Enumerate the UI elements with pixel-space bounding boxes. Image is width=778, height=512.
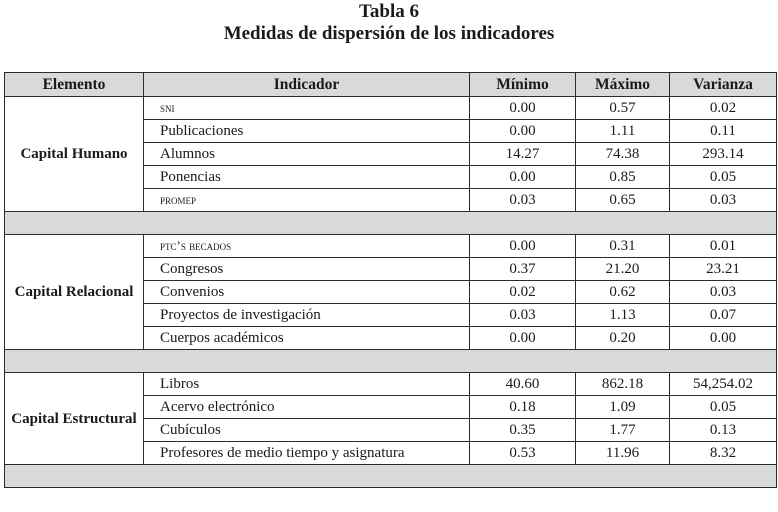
- min-cell: 0.00: [470, 120, 576, 143]
- var-cell: 23.21: [670, 258, 777, 281]
- max-cell: 0.62: [576, 281, 670, 304]
- var-cell: 8.32: [670, 442, 777, 465]
- min-cell: 0.00: [470, 166, 576, 189]
- indicator-cell: Cubículos: [144, 419, 470, 442]
- table-row: [5, 235, 777, 258]
- group-element-relacional: Capital Relacional: [5, 235, 144, 350]
- table-row: [5, 373, 777, 396]
- min-cell: 0.18: [470, 396, 576, 419]
- max-cell: 862.18: [576, 373, 670, 396]
- indicator-cell: Convenios: [144, 281, 470, 304]
- indicator-cell: promep: [144, 189, 470, 212]
- var-cell: 0.03: [670, 189, 777, 212]
- var-cell: 0.01: [670, 235, 777, 258]
- indicator-cell: Acervo electrónico: [144, 396, 470, 419]
- table-title: Medidas de dispersión de los indicadores: [223, 23, 555, 44]
- indicator-cell: Profesores de medio tiempo y asignatura: [144, 442, 470, 465]
- min-cell: 14.27: [470, 143, 576, 166]
- var-cell: 0.05: [670, 166, 777, 189]
- separator-cell: [5, 350, 777, 373]
- header-indicador: Indicador: [144, 73, 470, 97]
- max-cell: 0.85: [576, 166, 670, 189]
- max-cell: 0.31: [576, 235, 670, 258]
- min-cell: 0.03: [470, 189, 576, 212]
- min-cell: 0.00: [470, 327, 576, 350]
- indicator-cell: Cuerpos académicos: [144, 327, 470, 350]
- indicator-cell: Publicaciones: [144, 120, 470, 143]
- var-cell: 293.14: [670, 143, 777, 166]
- max-cell: 21.20: [576, 258, 670, 281]
- group-element-estructural: Capital Estructural: [5, 373, 144, 465]
- max-cell: 1.77: [576, 419, 670, 442]
- header-maximo: Máximo: [576, 73, 670, 97]
- min-cell: 0.00: [470, 235, 576, 258]
- header-minimo: Mínimo: [470, 73, 576, 97]
- max-cell: 0.57: [576, 97, 670, 120]
- separator-cell: [5, 212, 777, 235]
- var-cell: 0.11: [670, 120, 777, 143]
- indicator-cell: sni: [144, 97, 470, 120]
- indicator-cell: Congresos: [144, 258, 470, 281]
- min-cell: 0.35: [470, 419, 576, 442]
- max-cell: 11.96: [576, 442, 670, 465]
- min-cell: 0.37: [470, 258, 576, 281]
- header-row: [5, 73, 777, 97]
- min-cell: 0.03: [470, 304, 576, 327]
- separator-row: [5, 212, 777, 235]
- var-cell: 0.00: [670, 327, 777, 350]
- header-elemento: Elemento: [5, 73, 144, 97]
- min-cell: 0.53: [470, 442, 576, 465]
- min-cell: 0.00: [470, 97, 576, 120]
- max-cell: 0.20: [576, 327, 670, 350]
- var-cell: 0.13: [670, 419, 777, 442]
- max-cell: 1.09: [576, 396, 670, 419]
- group-element-humano: Capital Humano: [5, 97, 144, 212]
- var-cell: 54,254.02: [670, 373, 777, 396]
- min-cell: 0.02: [470, 281, 576, 304]
- min-cell: 40.60: [470, 373, 576, 396]
- max-cell: 1.11: [576, 120, 670, 143]
- max-cell: 1.13: [576, 304, 670, 327]
- indicator-cell: Alumnos: [144, 143, 470, 166]
- table-caption: Tabla 6: [358, 1, 420, 22]
- var-cell: 0.03: [670, 281, 777, 304]
- var-cell: 0.05: [670, 396, 777, 419]
- table-row: [5, 97, 777, 120]
- separator-row: [5, 350, 777, 373]
- indicator-cell: ptc’s becados: [144, 235, 470, 258]
- var-cell: 0.02: [670, 97, 777, 120]
- max-cell: 74.38: [576, 143, 670, 166]
- indicator-cell: Proyectos de investigación: [144, 304, 470, 327]
- var-cell: 0.07: [670, 304, 777, 327]
- max-cell: 0.65: [576, 189, 670, 212]
- indicator-cell: Ponencias: [144, 166, 470, 189]
- dispersion-table: [4, 72, 777, 488]
- separator-cell: [5, 465, 777, 488]
- indicator-cell: Libros: [144, 373, 470, 396]
- header-varianza: Varianza: [670, 73, 777, 97]
- separator-row: [5, 465, 777, 488]
